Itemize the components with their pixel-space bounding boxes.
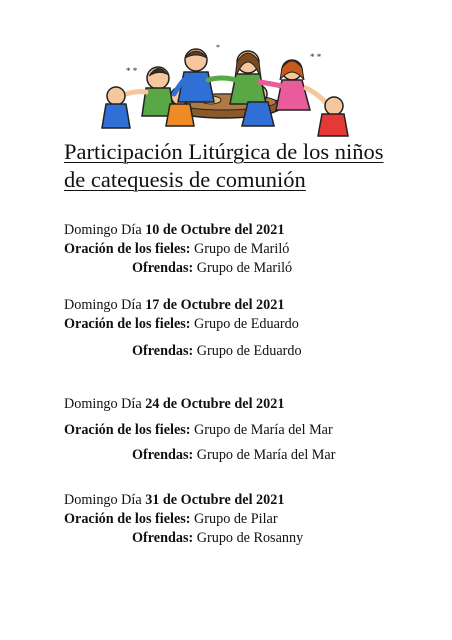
offering-group: Grupo de Eduardo — [196, 343, 302, 359]
prayer-label: Oración de los fieles: — [64, 316, 191, 332]
prayer-label: Oración de los fieles: — [64, 511, 191, 527]
offering-label: Ofrendas: — [132, 343, 194, 359]
svg-text:* *: * * — [126, 66, 138, 76]
prayer-group: Grupo de Eduardo — [194, 316, 299, 332]
prayer-group: Grupo de Pilar — [194, 511, 278, 527]
offering-line — [132, 259, 292, 277]
sunday-date-line — [64, 296, 284, 314]
offering-label: Ofrendas: — [132, 260, 194, 276]
prayer-label: Oración de los fieles: — [64, 241, 191, 257]
sunday-date: 24 de Octubre del 2021 — [145, 396, 285, 412]
document-title — [64, 138, 424, 194]
prayer-line — [64, 315, 299, 333]
sunday-date-line — [64, 491, 284, 509]
svg-text:*: * — [216, 43, 220, 52]
sunday-date: 17 de Octubre del 2021 — [145, 297, 285, 313]
offering-label: Ofrendas: — [132, 447, 194, 463]
prayer-line — [64, 240, 289, 258]
title-line-2: de catequesis de comunión — [64, 167, 306, 192]
offering-line — [132, 342, 302, 360]
prayer-line — [64, 421, 333, 439]
title-line-1: Participación Litúrgica de los niños — [64, 139, 384, 164]
offering-group: Grupo de Mariló — [196, 260, 293, 276]
sunday-prefix: Domingo Día — [64, 297, 142, 313]
prayer-group: Grupo de Mariló — [194, 241, 290, 257]
offering-group: Grupo de María del Mar — [196, 447, 336, 463]
sunday-prefix: Domingo Día — [64, 222, 142, 238]
offering-group: Grupo de Rosanny — [196, 530, 304, 546]
sunday-date-line — [64, 395, 284, 413]
offering-line — [132, 529, 303, 547]
offering-line — [132, 446, 335, 464]
sunday-date: 31 de Octubre del 2021 — [145, 492, 285, 508]
sunday-date: 10 de Octubre del 2021 — [145, 222, 285, 238]
children-circle-illustration — [96, 40, 352, 138]
sunday-prefix: Domingo Día — [64, 492, 142, 508]
prayer-line — [64, 510, 278, 528]
offering-label: Ofrendas: — [132, 530, 194, 546]
prayer-label: Oración de los fieles: — [64, 422, 191, 438]
prayer-group: Grupo de María del Mar — [194, 422, 333, 438]
sunday-date-line — [64, 221, 284, 239]
sunday-prefix: Domingo Día — [64, 396, 142, 412]
svg-text:* *: * * — [310, 52, 322, 62]
